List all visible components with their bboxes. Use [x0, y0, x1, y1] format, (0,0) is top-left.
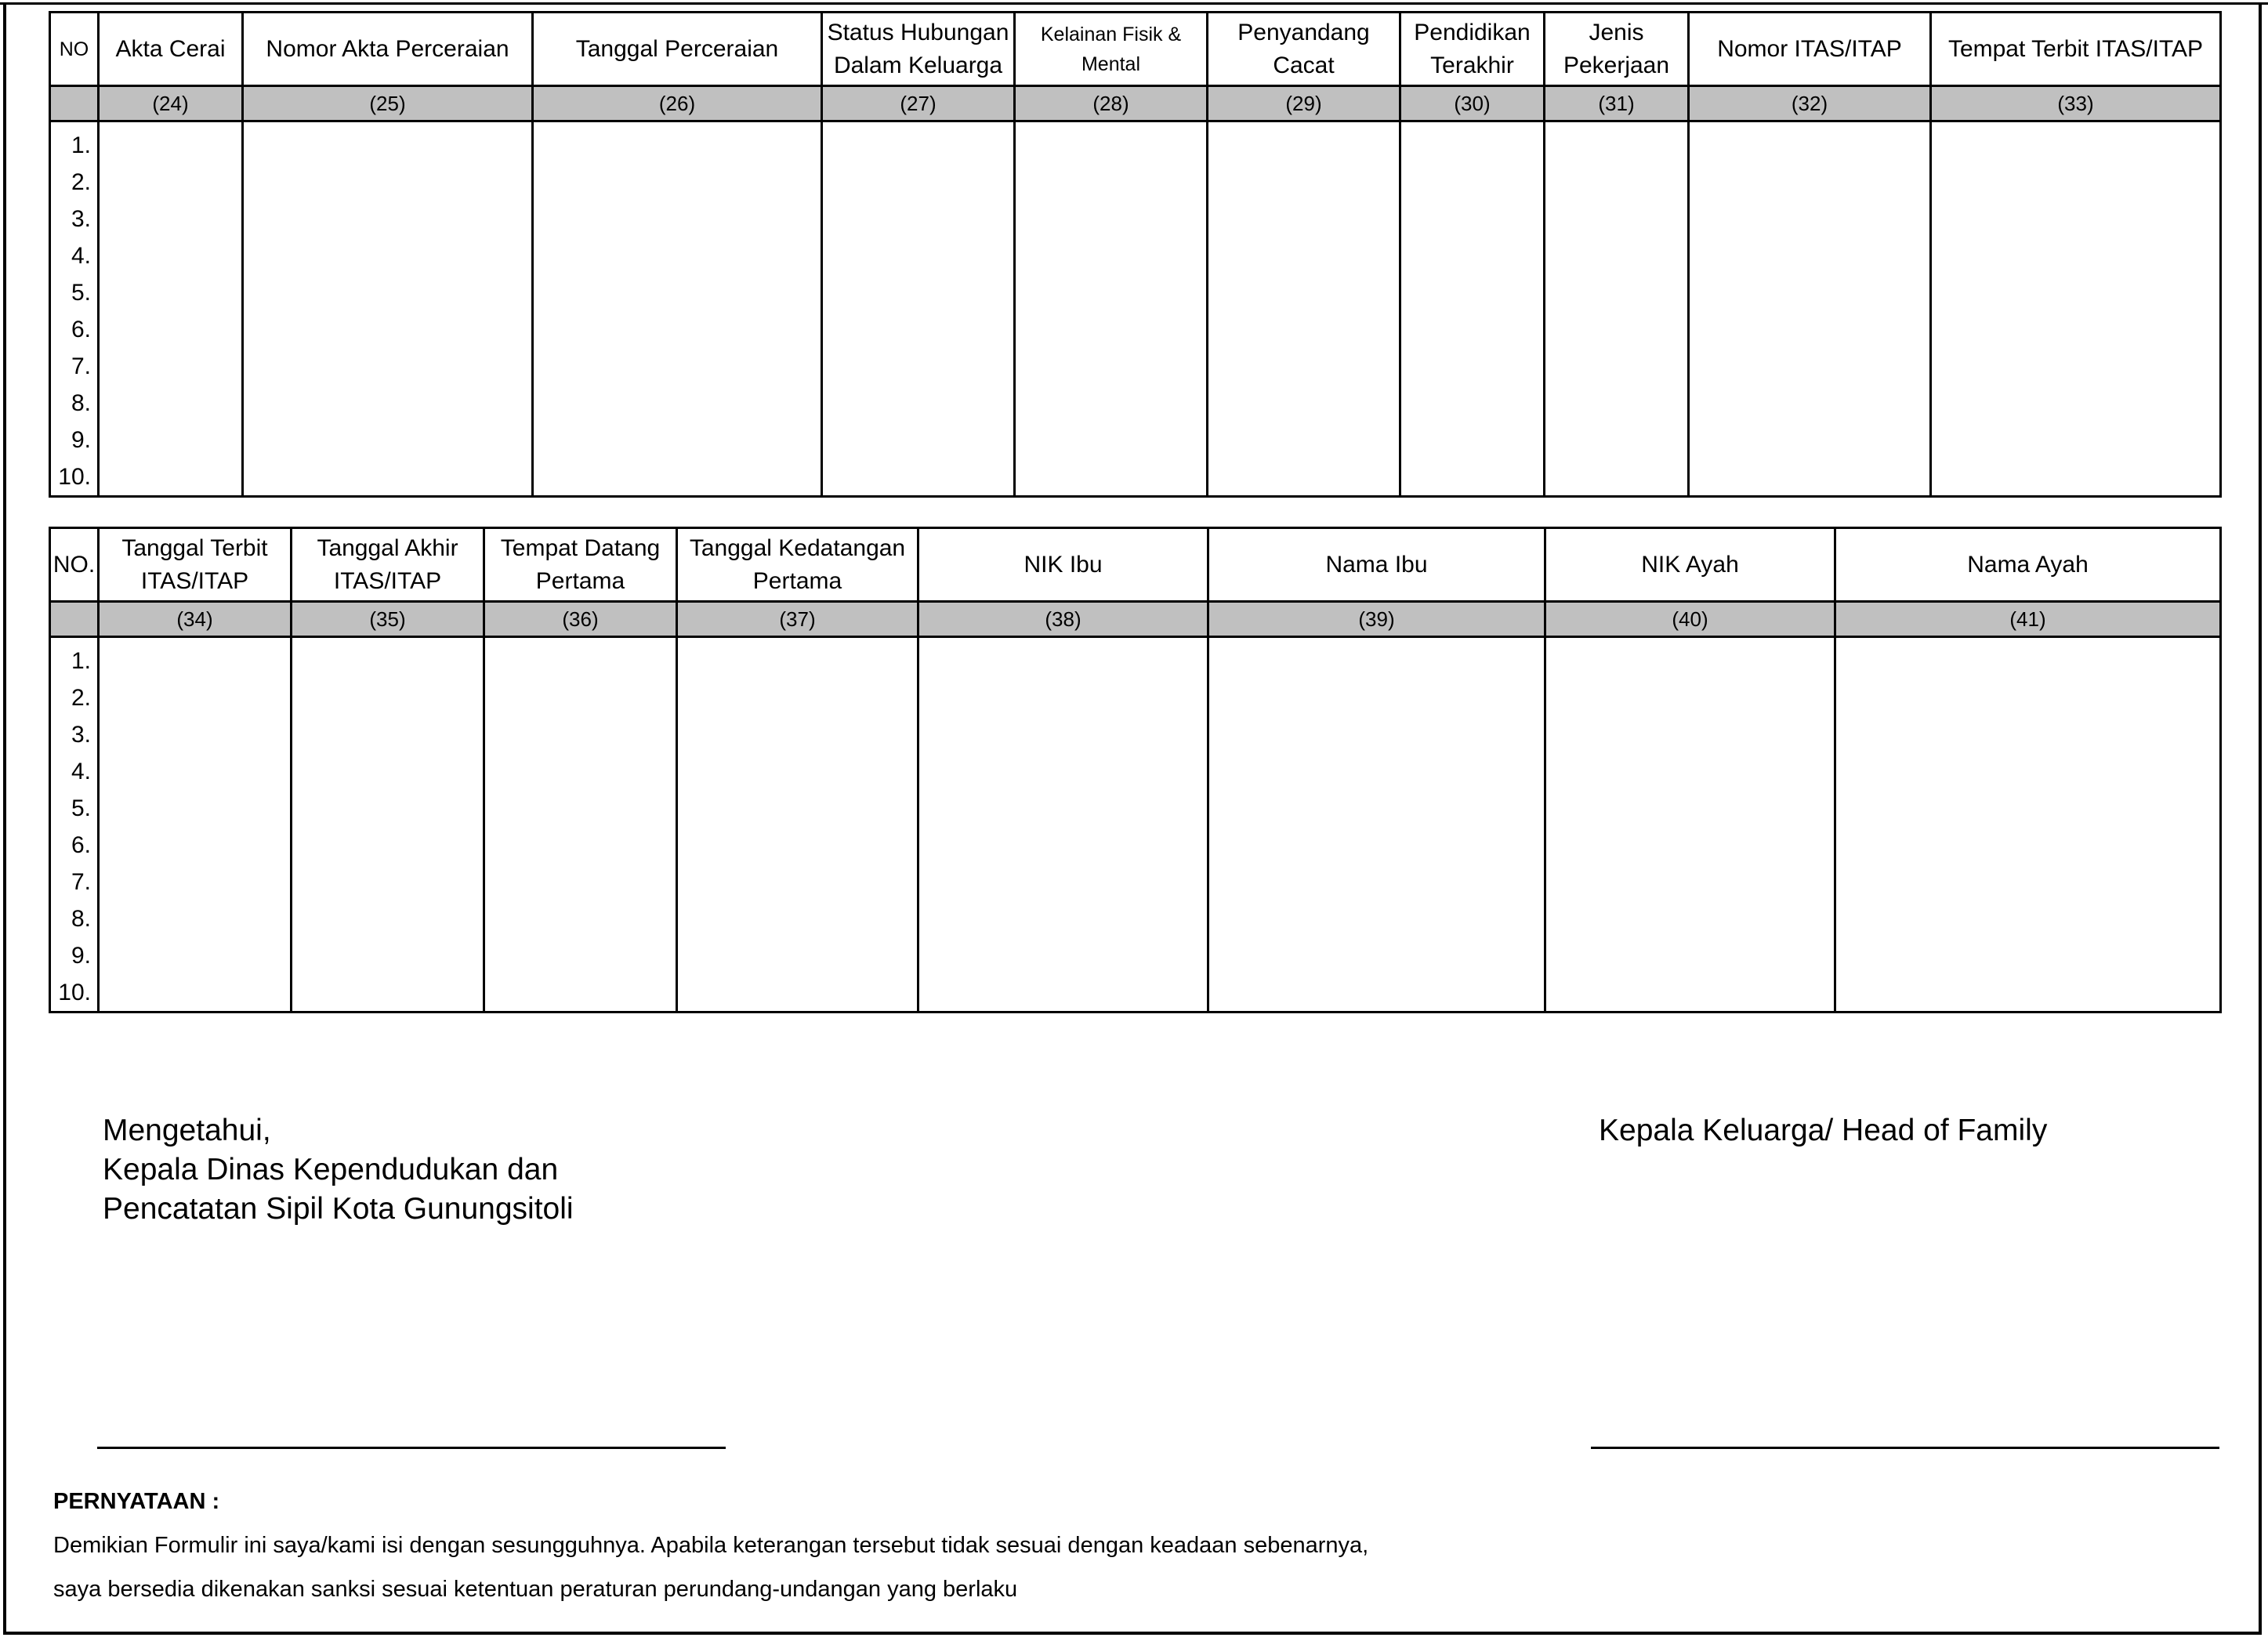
- entry-cell-pendidikan-terakhir[interactable]: [1400, 121, 1545, 497]
- entry-cell-tempat-terbit-itas[interactable]: [1931, 121, 2221, 497]
- row-number: 4.: [71, 759, 91, 784]
- col-number: (39): [1208, 602, 1545, 637]
- col-number: (28): [1015, 86, 1208, 121]
- row-number: 2.: [71, 685, 91, 711]
- entry-cell-nomor-akta-perceraian[interactable]: [243, 121, 533, 497]
- statement-line: Demikian Formulir ini saya/kami isi dengan sesungguhnya. Apabila keterangan tersebut tidak sesuai dengan keadaan sebenarnya,: [53, 1533, 1369, 1558]
- entry-cell-tempat-datang-pertama[interactable]: [484, 637, 677, 1012]
- col-number: (24): [99, 86, 243, 121]
- signature-line-head-of-family[interactable]: [1591, 1447, 2219, 1449]
- row-number: 9.: [71, 943, 91, 969]
- row-number: 2.: [71, 169, 91, 195]
- col-number: (31): [1545, 86, 1689, 121]
- col-header-tanggal-kedatangan-pertama: Tanggal Kedatangan Pertama: [677, 528, 918, 602]
- entry-cell-tanggal-kedatangan-pertama[interactable]: [677, 637, 918, 1012]
- col-number: [50, 602, 99, 637]
- row-number: 6.: [71, 317, 91, 342]
- entry-cell-kelainan-fisik[interactable]: [1015, 121, 1208, 497]
- entry-cell-tanggal-akhir-itas[interactable]: [292, 637, 484, 1012]
- col-header-tanggal-terbit-itas: Tanggal Terbit ITAS/ITAP: [99, 528, 292, 602]
- signature-block-head-of-family: [1599, 1111, 2047, 1150]
- col-header-no: NO: [50, 13, 99, 86]
- signature-label-line: Kepala Dinas Kependudukan dan: [103, 1153, 559, 1186]
- signature-label-line: Kepala Keluarga/ Head of Family: [1599, 1114, 2048, 1147]
- col-header-penyandang-cacat: Penyandang Cacat: [1208, 13, 1400, 86]
- col-number: [50, 86, 99, 121]
- entry-cell-penyandang-cacat[interactable]: [1208, 121, 1400, 497]
- col-number: (32): [1689, 86, 1931, 121]
- signature-line-official[interactable]: [97, 1447, 726, 1449]
- col-header-nik-ayah: NIK Ayah: [1545, 528, 1835, 602]
- row-number: 1.: [71, 648, 91, 674]
- row-number: 6.: [71, 832, 91, 858]
- col-number: (26): [533, 86, 822, 121]
- col-header-tempat-terbit-itas: Tempat Terbit ITAS/ITAP: [1931, 13, 2221, 86]
- row-number: 7.: [71, 869, 91, 895]
- row-number: 1.: [71, 132, 91, 158]
- col-header-pendidikan-terakhir: Pendidikan Terakhir: [1400, 13, 1545, 86]
- col-header-tanggal-akhir-itas: Tanggal Akhir ITAS/ITAP: [292, 528, 484, 602]
- col-number: (36): [484, 602, 677, 637]
- statement-line: saya bersedia dikenakan sanksi sesuai ketentuan peraturan perundang-undangan yang berlaku: [53, 1577, 1018, 1602]
- statement-title: PERNYATAAN :: [53, 1489, 220, 1514]
- col-number: (35): [292, 602, 484, 637]
- row-number-column: [50, 121, 99, 497]
- entry-cell-nama-ibu[interactable]: [1208, 637, 1545, 1012]
- col-header-nik-ibu: NIK Ibu: [918, 528, 1208, 602]
- row-number: 9.: [71, 427, 91, 453]
- col-header-no: NO.: [50, 528, 99, 602]
- col-number: (37): [677, 602, 918, 637]
- col-header-nama-ibu: Nama Ibu: [1208, 528, 1545, 602]
- col-header-nomor-akta-perceraian: Nomor Akta Perceraian: [243, 13, 533, 86]
- col-number: (34): [99, 602, 292, 637]
- col-number: (41): [1835, 602, 2221, 637]
- col-number: (27): [822, 86, 1015, 121]
- col-header-akta-cerai: Akta Cerai: [99, 13, 243, 86]
- row-number: 10.: [58, 980, 91, 1005]
- row-number: 3.: [71, 722, 91, 748]
- col-number: (33): [1931, 86, 2221, 121]
- col-header-jenis-pekerjaan: Jenis Pekerjaan: [1545, 13, 1689, 86]
- entry-cell-nik-ayah[interactable]: [1545, 637, 1835, 1012]
- row-number: 7.: [71, 353, 91, 379]
- row-number: 8.: [71, 906, 91, 932]
- signature-label-line: Mengetahui,: [103, 1114, 271, 1147]
- col-header-status-hubungan: Status Hubungan Dalam Keluarga: [822, 13, 1015, 86]
- entry-cell-nama-ayah[interactable]: [1835, 637, 2221, 1012]
- signature-block-official: [103, 1111, 574, 1229]
- col-header-nama-ayah: Nama Ayah: [1835, 528, 2221, 602]
- row-number: 5.: [71, 280, 91, 306]
- col-header-tempat-datang-pertama: Tempat Datang Pertama: [484, 528, 677, 602]
- row-number: 5.: [71, 795, 91, 821]
- col-number: (29): [1208, 86, 1400, 121]
- entry-cell-jenis-pekerjaan[interactable]: [1545, 121, 1689, 497]
- col-number: (40): [1545, 602, 1835, 637]
- col-number: (25): [243, 86, 533, 121]
- entry-cell-status-hubungan[interactable]: [822, 121, 1015, 497]
- entry-cell-nomor-itas[interactable]: [1689, 121, 1931, 497]
- entry-cell-akta-cerai[interactable]: [99, 121, 243, 497]
- col-header-nomor-itas: Nomor ITAS/ITAP: [1689, 13, 1931, 86]
- row-number-column: [50, 637, 99, 1012]
- col-header-kelainan-fisik: Kelainan Fisik & Mental: [1015, 13, 1208, 86]
- entry-cell-tanggal-terbit-itas[interactable]: [99, 637, 292, 1012]
- signature-label-line: Pencatatan Sipil Kota Gunungsitoli: [103, 1192, 574, 1226]
- row-number: 4.: [71, 243, 91, 269]
- col-number: (38): [918, 602, 1208, 637]
- family-data-table-1: [49, 11, 2222, 498]
- col-header-tanggal-perceraian: Tanggal Perceraian: [533, 13, 822, 86]
- entry-cell-nik-ibu[interactable]: [918, 637, 1208, 1012]
- row-number: 3.: [71, 206, 91, 232]
- statement-text: [53, 1523, 1464, 1611]
- family-data-table-2: [49, 527, 2222, 1013]
- col-number: (30): [1400, 86, 1545, 121]
- row-number: 10.: [58, 464, 91, 490]
- row-number: 8.: [71, 390, 91, 416]
- entry-cell-tanggal-perceraian[interactable]: [533, 121, 822, 497]
